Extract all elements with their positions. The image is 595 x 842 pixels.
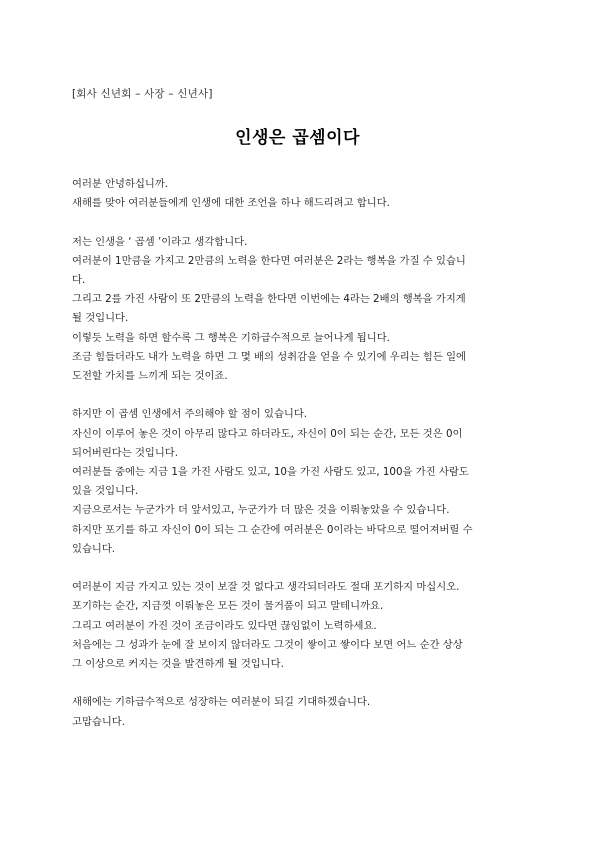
text-line: 있습니다. bbox=[72, 542, 116, 555]
paragraph bbox=[72, 175, 532, 213]
text-line: 조금 힘들더라도 내가 노력을 하면 그 몇 배의 성취감을 얻을 수 있기에 우리는 힘든 일에 bbox=[72, 350, 466, 363]
text-line: 여러분들 중에는 지금 1을 가진 사람도 있고, 10을 가진 사람도 있고, 100을 가진 사람도 bbox=[72, 466, 469, 479]
text-line: 그리고 여러분이 가진 것이 조금이라도 있다면 끊임없이 노력하세요. bbox=[72, 619, 377, 632]
text-line: 여러분이 지금 가지고 있는 것이 보잘 것 없다고 생각되더라도 절대 포기하지 마십시오. bbox=[72, 581, 460, 594]
text-line: 있을 것입니다. bbox=[72, 485, 139, 498]
text-line: 여러분 안녕하십니까. bbox=[72, 178, 169, 190]
text-line: 그리고 2를 가진 사람이 또 2만큼의 노력을 한다면 이번에는 4라는 2배의 행복을 가지게 bbox=[72, 293, 466, 306]
text-line: 포기하는 순간, 지금껏 이뤄놓은 모든 것이 물거품이 되고 말테니까요. bbox=[72, 600, 384, 613]
text-line: 저는 인생을 ‘ 곱셈 ’이라고 생각합니다. bbox=[72, 235, 248, 248]
paragraph bbox=[72, 233, 532, 387]
text-line: 다. bbox=[72, 274, 86, 286]
text-line: 여러분이 1만큼을 가지고 2만큼의 노력을 한다면 여러분은 2라는 행복을 가질 수 있습니 bbox=[72, 254, 466, 267]
text-line: 새해를 맞아 여러분들에게 인생에 대한 조언을 하나 해드리려고 합니다. bbox=[72, 197, 390, 210]
text-line: 고맙습니다. bbox=[72, 715, 126, 728]
document-header: [회사 신년회 – 사장 – 신년사] bbox=[72, 88, 213, 100]
text-line: 새해에는 기하급수적으로 성장하는 여러분이 되길 기대하겠습니다. bbox=[72, 696, 371, 709]
text-line: 될 것입니다. bbox=[72, 312, 129, 325]
text-line: 이렇듯 노력을 하면 할수록 그 행복은 기하급수적으로 늘어나게 됩니다. bbox=[72, 331, 390, 344]
paragraph bbox=[72, 578, 532, 674]
text-line: 자신이 이루어 놓은 것이 아무리 많다고 하더라도, 자신이 0이 되는 순간, 모든 것은 0이 bbox=[72, 427, 463, 440]
text-line: 되어버린다는 것입니다. bbox=[72, 446, 179, 459]
text-line: 하지만 포기를 하고 자신이 0이 되는 그 순간에 여러분은 0이라는 바닥으로 떨어져버릴 수 bbox=[72, 523, 473, 536]
text-line: 처음에는 그 성과가 눈에 잘 보이지 않더라도 그것이 쌓이고 쌓이다 보면 어느 순간 상상 bbox=[72, 638, 463, 651]
page-title: 인생은 곱셈이다 bbox=[235, 128, 360, 148]
paragraph bbox=[72, 405, 532, 559]
paragraph bbox=[72, 693, 532, 731]
text-line: 그 이상으로 커지는 것을 발견하게 될 것입니다. bbox=[72, 658, 284, 671]
text-line: 도전할 가치를 느끼게 되는 것이죠. bbox=[72, 370, 228, 383]
text-line: 지금으로서는 누군가가 더 앞서있고, 누군가가 더 많은 것을 이뤄놓았을 수 있습니다. bbox=[72, 504, 450, 517]
text-line: 하지만 이 곱셈 인생에서 주의해야 할 점이 있습니다. bbox=[72, 408, 308, 421]
document-body bbox=[72, 175, 532, 751]
